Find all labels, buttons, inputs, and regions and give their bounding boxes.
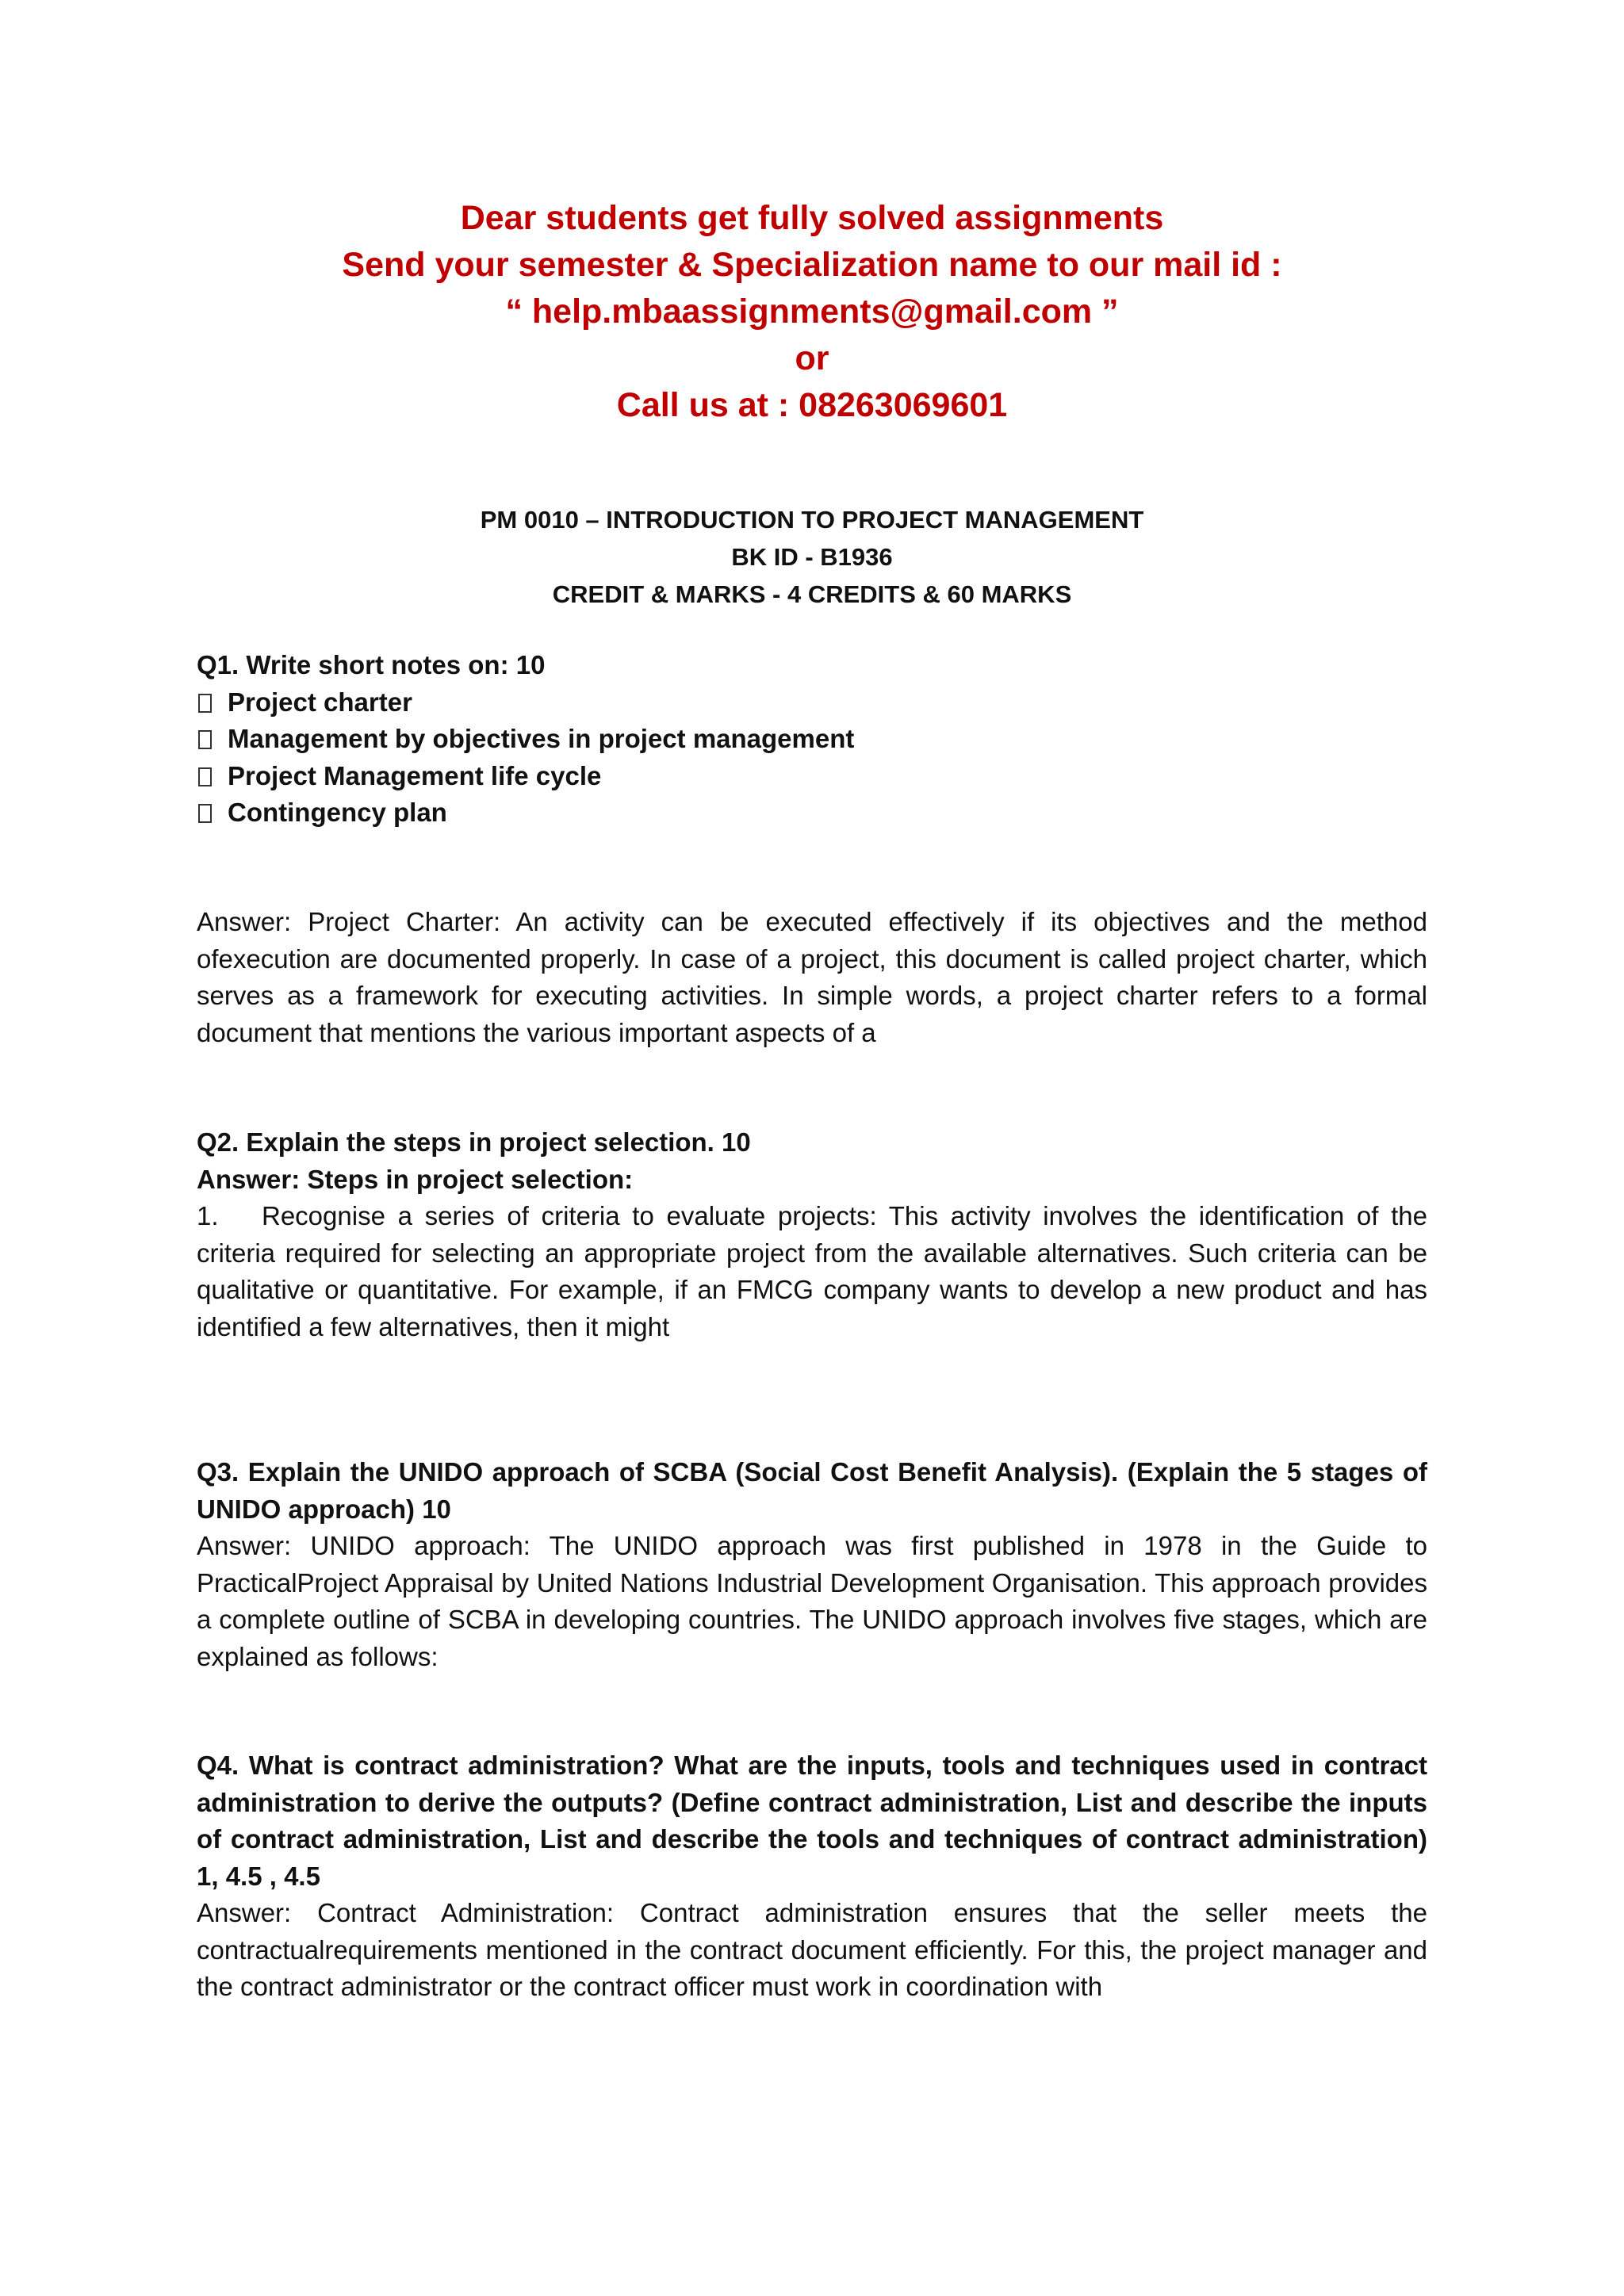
- q2-section: [197, 1124, 1427, 1345]
- course-title: PM 0010 – INTRODUCTION TO PROJECT MANAGEMENT: [480, 506, 1144, 534]
- q1-bullet: [197, 758, 1427, 795]
- promo-phone: Call us at : 08263069601: [616, 386, 1008, 424]
- q4-section: [197, 1747, 1427, 2006]
- q2-step-text: Recognise a series of criteria to evaluate projects: This activity involves the identification of the criteria required for selecting an appropriate project from the available alternatives. Such criteria can be qualitative or quantitative. For example, if an FMCG company wants to develop a new product and has identified a few alternatives, then it might: [197, 1201, 1427, 1341]
- q1-bullet-text: Contingency plan: [228, 798, 447, 827]
- course-bk-id: BK ID - B1936: [731, 543, 893, 571]
- bullet-glyph-icon: [198, 730, 212, 749]
- bullet-glyph-icon: [198, 694, 212, 713]
- promo-email: “ help.mbaassignments@gmail.com ”: [505, 293, 1119, 331]
- promo-line: Send your semester & Specialization name to our mail id :: [342, 246, 1282, 284]
- promo-line: or: [795, 339, 829, 377]
- q4-question: Q4. What is contract administration? What are the inputs, tools and techniques used in contract administration to derive the outputs? (Define contract administration, List and describe the inputs of contract administration, List and describe the tools and techniques of contract administration) 1, 4.5 , 4.5: [197, 1751, 1427, 1891]
- bullet-glyph-icon: [198, 767, 212, 786]
- q1-bullet: [197, 684, 1427, 721]
- q1-section: [197, 647, 1427, 832]
- q1-bullet: [197, 794, 1427, 832]
- q1-bullet-text: Project charter: [228, 687, 412, 717]
- q2-answer-heading: Answer: Steps in project selection:: [197, 1164, 634, 1194]
- bullet-glyph-icon: [198, 804, 212, 823]
- q3-answer: Answer: UNIDO approach: The UNIDO approach was first published in 1978 in the Guide to PracticalProject Appraisal by United Nations Industrial Development Organisation. This approach provides a complete outline of SCBA in developing countries. The UNIDO approach involves five stages, which are explained as follows:: [197, 1531, 1427, 1671]
- q3-section: [197, 1454, 1427, 1675]
- q2-step-number: 1.: [197, 1201, 219, 1230]
- course-credits: CREDIT & MARKS - 4 CREDITS & 60 MARKS: [552, 580, 1072, 608]
- q2-step-1: [197, 1198, 1427, 1345]
- q1-bullet-text: Project Management life cycle: [228, 760, 602, 790]
- promo-line: Dear students get fully solved assignments: [460, 199, 1164, 237]
- q4-answer: Answer: Contract Administration: Contract administration ensures that the seller meets the contractualrequirements mentioned in the contract document efficiently. For this, the project manager and the contract administrator or the contract officer must work in coordination with: [197, 1898, 1427, 2001]
- q1-bullet-text: Management by objectives in project management: [228, 724, 855, 753]
- q2-question: Q2. Explain the steps in project selection. 10: [197, 1127, 751, 1157]
- q1-bullet: [197, 721, 1427, 758]
- promo-banner: [0, 195, 1624, 429]
- q1-answer: Answer: Project Charter: An activity can be executed effectively if its objectives and the method ofexecution are documented properly. In case of a project, this document is called project charter, which serves as a framework for executing activities. In simple words, a project charter refers to a formal document that mentions the various important aspects of a: [197, 907, 1427, 1047]
- q1-question: Q1. Write short notes on: 10: [197, 650, 546, 679]
- course-header: [0, 501, 1624, 613]
- q3-question: Q3. Explain the UNIDO approach of SCBA (Social Cost Benefit Analysis). (Explain the 5 stages of UNIDO approach) 10: [197, 1457, 1427, 1524]
